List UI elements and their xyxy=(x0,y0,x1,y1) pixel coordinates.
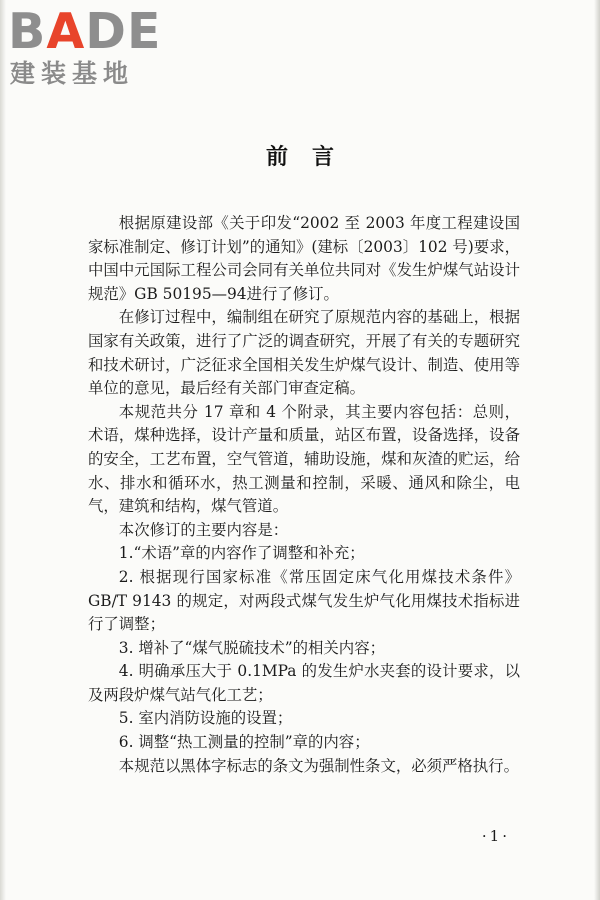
change-item-2: 2. 根据现行国家标准《常压固定床气化用煤技术条件》GB/T 9143 的规定，对两段式煤气发生炉气化用煤技术指标进行了调整； xyxy=(88,567,520,634)
paragraph-mandatory-note: 本规范以黑体字标志的条文为强制性条文，必须严格执行。 xyxy=(118,756,519,775)
scan-edge-left xyxy=(0,0,6,900)
change-item-5: 5. 室内消防设施的设置； xyxy=(118,709,293,728)
preface-body xyxy=(88,212,520,778)
logo-letter-a: A xyxy=(46,3,86,60)
page-number: ·1· xyxy=(481,827,510,845)
logo-letter-b: B xyxy=(8,3,47,60)
bade-logo xyxy=(8,3,178,90)
paragraph-revision-process: 在修订过程中，编制组在研究了原规范内容的基础上，根据国家有关政策，进行了广泛的调查研究，开展了有关的专题研究和技术研讨，广泛征求全国相关发生炉煤气设计、制造、使用等单位的意见，最后经有关部门审查定稿。 xyxy=(88,308,520,398)
logo-subtitle: 建装基地 xyxy=(10,59,135,88)
paragraph-revision-basis: 根据原建设部《关于印发“2002 至 2003 年度工程建设国家标准制定、修订计划”的通知》(建标〔2003〕102 号)要求，中国中元国际工程公司会同有关单位共同对《发生炉煤气站设计规范》GB 50195—94进行了修订。 xyxy=(88,214,520,303)
change-item-3: 3. 增补了“煤气脱硫技术”的相关内容； xyxy=(118,638,385,657)
change-item-6: 6. 调整“热工测量的控制”章的内容； xyxy=(118,733,370,752)
logo-letters-de: DE xyxy=(85,3,162,60)
page-title: 前言 xyxy=(265,145,358,170)
paragraph-contents-overview: 本规范共分 17 章和 4 个附录，其主要内容包括：总则，术语，煤种选择，设计产量和质量，站区布置，设备选择，设备的安全，工艺布置，空气管道，辅助设施，煤和灰渣的贮运，给水、排水和循环水，热工测量和控制，采暖、通风和除尘，电气，建筑和结构，煤气管道。 xyxy=(88,402,520,516)
scan-edge-right xyxy=(594,0,600,900)
paragraph-changes-intro: 本次修订的主要内容是： xyxy=(118,520,289,539)
logo-wordmark xyxy=(8,3,162,60)
change-item-4: 4. 明确承压大于 0.1MPa 的发生炉水夹套的设计要求，以及两段炉煤气站气化工艺； xyxy=(88,662,520,704)
change-item-1: 1.“术语”章的内容作了调整和补充； xyxy=(118,544,365,563)
